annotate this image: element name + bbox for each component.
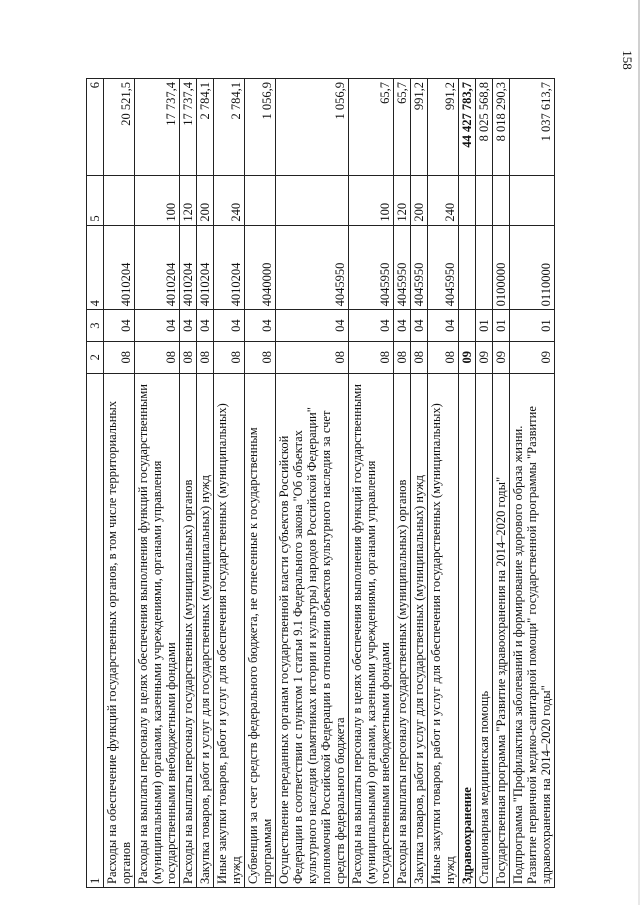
cell-subsection: 04 bbox=[214, 310, 245, 342]
cell-amount: 991,2 bbox=[411, 79, 428, 176]
budget-table bbox=[86, 78, 555, 888]
cell-target-article: 4045950 bbox=[349, 225, 394, 310]
cell-description: Расходы на выплаты персоналу в целях обеспечения выполнения функций государственными (муниципальными) органами, казенными учреждениями, органами управления государственными внебюджетными фондами bbox=[349, 373, 394, 887]
cell-description: Закупка товаров, работ и услуг для государственных (муниципальных) нужд bbox=[197, 373, 214, 887]
cell-subsection: 04 bbox=[135, 310, 180, 342]
table-row bbox=[510, 79, 555, 888]
cell-section: 08 bbox=[135, 341, 180, 373]
cell-expense-type: 100 bbox=[349, 176, 394, 225]
cell-subsection: 04 bbox=[394, 310, 411, 342]
cell-expense-type bbox=[493, 176, 510, 225]
cell-description: Иные закупки товаров, работ и услуг для обеспечения государственных (муниципальных) нужд bbox=[428, 373, 459, 887]
cell-section: 08 bbox=[180, 341, 197, 373]
cell-subsection: 04 bbox=[428, 310, 459, 342]
cell-subsection: 04 bbox=[245, 310, 276, 342]
cell-expense-type: 200 bbox=[411, 176, 428, 225]
header-col-2: 2 bbox=[87, 341, 104, 373]
cell-description: Государственная программа "Развитие здравоохранения на 2014–2020 годы" bbox=[493, 373, 510, 887]
cell-section: 09 bbox=[459, 341, 476, 373]
cell-section: 08 bbox=[349, 341, 394, 373]
cell-target-article: 4010204 bbox=[214, 225, 245, 310]
cell-expense-type bbox=[459, 176, 476, 225]
cell-target-article: 4010204 bbox=[135, 225, 180, 310]
table-row bbox=[135, 79, 180, 888]
cell-amount: 2 784,1 bbox=[214, 79, 245, 176]
cell-expense-type: 120 bbox=[394, 176, 411, 225]
header-col-3: 3 bbox=[87, 310, 104, 342]
cell-section: 08 bbox=[428, 341, 459, 373]
cell-description: Закупка товаров, работ и услуг для государственных (муниципальных) нужд bbox=[411, 373, 428, 887]
cell-expense-type: 120 bbox=[180, 176, 197, 225]
cell-section: 09 bbox=[510, 341, 555, 373]
cell-amount: 17 737,4 bbox=[135, 79, 180, 176]
cell-description: Осуществление переданных органам государственной власти субъектов Российской Федерации в соответствии с пунктом 1 статьи 9.1 Федерального закона "Об объектах культурного наследия (памятниках истории и культуры) народов Российской Федерации" полномочий Российской Федерации в отношении объектов культурного наследия за счет средств федерального бюджета bbox=[276, 373, 349, 887]
table-row bbox=[394, 79, 411, 888]
cell-expense-type: 240 bbox=[214, 176, 245, 225]
cell-section: 09 bbox=[493, 341, 510, 373]
header-row bbox=[87, 79, 104, 888]
cell-target-article: 0100000 bbox=[493, 225, 510, 310]
cell-expense-type bbox=[245, 176, 276, 225]
cell-target-article: 4040000 bbox=[245, 225, 276, 310]
cell-amount: 2 784,1 bbox=[197, 79, 214, 176]
budget-table-rotated bbox=[86, 78, 606, 888]
cell-subsection: 04 bbox=[180, 310, 197, 342]
cell-expense-type: 240 bbox=[428, 176, 459, 225]
cell-target-article: 4045950 bbox=[394, 225, 411, 310]
table-row bbox=[104, 79, 135, 888]
cell-description: Расходы на выплаты персоналу государственных (муниципальных) органов bbox=[394, 373, 411, 887]
cell-amount: 1 056,9 bbox=[276, 79, 349, 176]
cell-description: Здравоохранение bbox=[459, 373, 476, 887]
cell-section: 08 bbox=[104, 341, 135, 373]
cell-section: 08 bbox=[245, 341, 276, 373]
cell-section: 08 bbox=[214, 341, 245, 373]
page-number: 158 bbox=[619, 50, 635, 70]
header-col-5: 5 bbox=[87, 176, 104, 225]
cell-amount: 1 037 613,7 bbox=[510, 79, 555, 176]
cell-subsection: 04 bbox=[104, 310, 135, 342]
cell-amount: 17 737,4 bbox=[180, 79, 197, 176]
cell-subsection: 04 bbox=[411, 310, 428, 342]
cell-expense-type bbox=[476, 176, 493, 225]
cell-expense-type bbox=[104, 176, 135, 225]
cell-amount: 1 056,9 bbox=[245, 79, 276, 176]
cell-target-article: 4010204 bbox=[180, 225, 197, 310]
header-col-6: 6 bbox=[87, 79, 104, 176]
table-row bbox=[276, 79, 349, 888]
header-col-4: 4 bbox=[87, 225, 104, 310]
cell-subsection: 04 bbox=[349, 310, 394, 342]
cell-amount: 44 427 783,7 bbox=[459, 79, 476, 176]
cell-target-article bbox=[459, 225, 476, 310]
cell-subsection: 01 bbox=[510, 310, 555, 342]
cell-subsection: 01 bbox=[493, 310, 510, 342]
cell-amount: 991,2 bbox=[428, 79, 459, 176]
table-row bbox=[476, 79, 493, 888]
table-row bbox=[411, 79, 428, 888]
table-row bbox=[197, 79, 214, 888]
table-row bbox=[459, 79, 476, 888]
cell-description: Расходы на выплаты персоналу в целях обеспечения выполнения функций государственными (муниципальными) органами, казенными учреждениями, органами управления государственными внебюджетными фондами bbox=[135, 373, 180, 887]
cell-expense-type: 100 bbox=[135, 176, 180, 225]
cell-target-article: 4010204 bbox=[197, 225, 214, 310]
cell-section: 08 bbox=[394, 341, 411, 373]
table-row bbox=[245, 79, 276, 888]
cell-amount: 8 018 290,3 bbox=[493, 79, 510, 176]
cell-target-article: 4045950 bbox=[276, 225, 349, 310]
cell-section: 08 bbox=[197, 341, 214, 373]
cell-target-article: 0110000 bbox=[510, 225, 555, 310]
cell-section: 09 bbox=[476, 341, 493, 373]
cell-expense-type bbox=[276, 176, 349, 225]
table-row bbox=[180, 79, 197, 888]
cell-description: Субвенции за счет средств федерального бюджета, не отнесенные к государственным программам bbox=[245, 373, 276, 887]
cell-description: Подпрограмма "Профилактика заболеваний и формирование здорового образа жизни. Развитие первичной медико-санитарной помощи" государственной программы "Развитие здравоохранения на 2014–2020 годы" bbox=[510, 373, 555, 887]
cell-target-article bbox=[476, 225, 493, 310]
cell-section: 08 bbox=[411, 341, 428, 373]
cell-subsection bbox=[459, 310, 476, 342]
cell-amount: 20 521,5 bbox=[104, 79, 135, 176]
cell-amount: 65,7 bbox=[394, 79, 411, 176]
cell-target-article: 4045950 bbox=[411, 225, 428, 310]
cell-amount: 8 025 568,8 bbox=[476, 79, 493, 176]
cell-subsection: 01 bbox=[476, 310, 493, 342]
cell-amount: 65,7 bbox=[349, 79, 394, 176]
cell-expense-type: 200 bbox=[197, 176, 214, 225]
cell-description: Расходы на обеспечение функций государственных органов, в том числе территориальных органов bbox=[104, 373, 135, 887]
table-row bbox=[214, 79, 245, 888]
cell-description: Стационарная медицинская помощь bbox=[476, 373, 493, 887]
table-row bbox=[428, 79, 459, 888]
cell-expense-type bbox=[510, 176, 555, 225]
table-body bbox=[104, 79, 555, 888]
cell-subsection: 04 bbox=[197, 310, 214, 342]
table-row bbox=[493, 79, 510, 888]
table-row bbox=[349, 79, 394, 888]
header-col-1: 1 bbox=[87, 373, 104, 887]
cell-section: 08 bbox=[276, 341, 349, 373]
cell-target-article: 4010204 bbox=[104, 225, 135, 310]
cell-target-article: 4045950 bbox=[428, 225, 459, 310]
cell-subsection: 04 bbox=[276, 310, 349, 342]
cell-description: Иные закупки товаров, работ и услуг для обеспечения государственных (муниципальных) нужд bbox=[214, 373, 245, 887]
cell-description: Расходы на выплаты персоналу государственных (муниципальных) органов bbox=[180, 373, 197, 887]
